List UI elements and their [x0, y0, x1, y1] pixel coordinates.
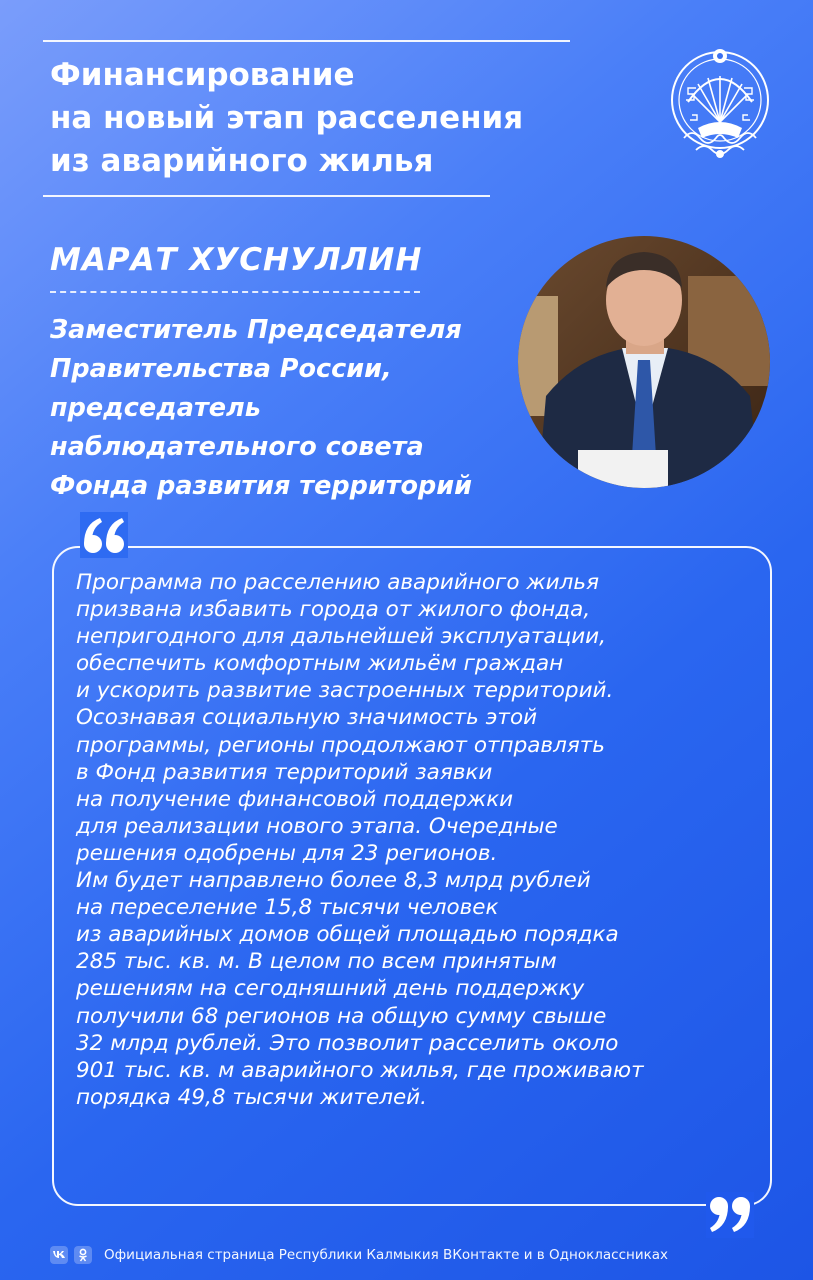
quote-line: непригодного для дальнейшей эксплуатации, — [76, 624, 606, 650]
kalmykia-emblem-icon — [666, 42, 774, 164]
quote-line: порядка 49,8 тысячи жителей. — [76, 1084, 427, 1110]
quote-line: для реализации нового этапа. Очередные — [76, 813, 558, 839]
quote-line: призвана избавить города от жилого фонда, — [76, 597, 591, 623]
header-bottom-rule — [43, 195, 490, 197]
quote-line: обеспечить комфортным жильём граждан — [76, 651, 564, 677]
quote-line: программы, регионы продолжают отправлять — [76, 732, 605, 758]
quote-line: получили 68 регионов на общую сумму свыше — [76, 1003, 607, 1029]
page-title — [50, 54, 570, 183]
position-line: Фонда развития территорий — [50, 471, 473, 501]
quote-line: на получение финансовой поддержки — [76, 786, 514, 812]
position-line: Правительства России, — [50, 354, 392, 384]
title-line: Финансирование — [50, 57, 355, 93]
quote-line: Им будет направлено более 8,3 млрд рублей — [76, 868, 591, 894]
quote-line: и ускорить развитие застроенных территорий. — [76, 678, 614, 704]
quote-line: 901 тыс. кв. м аварийного жилья, где проживают — [76, 1057, 644, 1083]
quote-line: 285 тыс. кв. м. В целом по всем принятым — [76, 949, 557, 975]
speaker-name: МАРАТ ХУСНУЛЛИН — [50, 242, 423, 278]
quote-line: решения одобрены для 23 регионов. — [76, 840, 498, 866]
quote-line: Программа по расселению аварийного жилья — [76, 570, 600, 595]
speaker-position — [50, 311, 472, 506]
quote-line: из аварийных домов общей площадью порядка — [76, 922, 619, 948]
position-line: наблюдательного совета — [50, 432, 424, 462]
vk-icon[interactable] — [50, 1246, 68, 1264]
footer — [50, 1245, 668, 1265]
title-line: на новый этап расселения — [50, 100, 524, 136]
footer-text: Официальная страница Республики Калмыкия ВКонтакте и в Одноклассниках — [104, 1247, 669, 1263]
close-quote-icon — [706, 1192, 754, 1238]
position-line: Заместитель Председателя — [50, 315, 462, 345]
quote-text — [76, 569, 766, 1111]
quote-line: 32 млрд рублей. Это позволит расселить около — [76, 1030, 619, 1056]
quote-line: на переселение 15,8 тысячи человек — [76, 895, 499, 921]
quote-line: Осознавая социальную значимость этой — [76, 705, 538, 731]
position-line: председатель — [50, 393, 261, 423]
name-dashed-divider — [50, 291, 420, 293]
quote-line: решениям на сегодняшний день поддержку — [76, 976, 585, 1002]
header-top-rule — [43, 40, 570, 42]
quote-line: в Фонд развития территорий заявки — [76, 759, 493, 785]
odnoklassniki-icon[interactable] — [74, 1246, 92, 1264]
title-line: из аварийного жилья — [50, 143, 434, 179]
open-quote-icon — [80, 512, 128, 558]
speaker-photo — [518, 236, 770, 488]
